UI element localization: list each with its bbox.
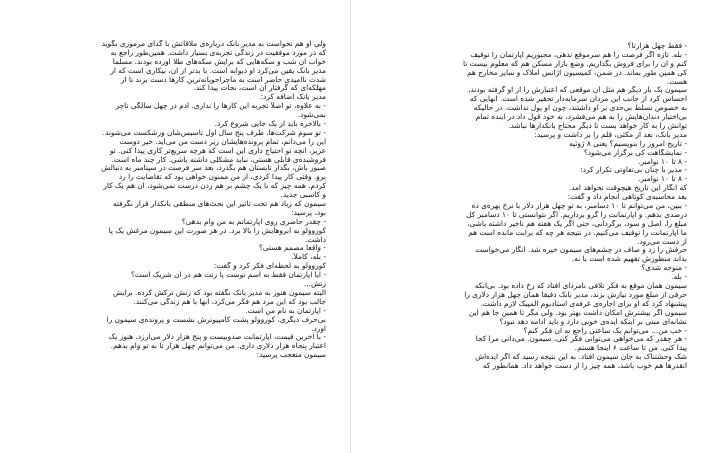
right-page-line: درصدی بدهم. و آپارتمانت را گرو برداریم. اگر نتوانستی تا ۱۰ دسامبر کل xyxy=(466,210,687,219)
right-page-line: کنم و آن را برای فروش بگذاریم. وضع بازار مسکن هم که معلوم نیست تا xyxy=(462,59,687,68)
left-page-line: صبور باش، بگذار تابستان هم بگذرد، بعد سر فرصت در سپتامبر به دنبالش xyxy=(101,164,326,173)
right-page-line: سیمون اگر بیشترش امکان داشت بهتر بود. ولی مگر تا همین جا هم این xyxy=(468,308,687,317)
right-page-line: شک وحشتناک به جان سیمون افتاد. به این نتیجه رسید که اگر ایده‌اش xyxy=(475,353,687,362)
right-page-line: حرفش را زد و صاف در چشم‌های سیمون خیره شد. انگار می‌خواست xyxy=(475,246,687,255)
right-page-line: مبلغ را، اصل و سود، برگردانی، حتی اگر یک هفته هم تأخیر داشته باشی، xyxy=(467,219,687,228)
right-page-line: بی‌اختیار دندان‌هایش را به هم می‌فشرد، به خود قول داد در آینده تمام xyxy=(475,113,687,122)
left-page-line: بود، پرسید: xyxy=(291,208,326,217)
left-page xyxy=(0,0,342,453)
left-page-line: - تو سوم شرکت‌ها، طرف پنج سال اول تأسیس‌شان ورشکست می‌شوند. xyxy=(102,128,326,137)
left-page-line: کردم. همه چیز که با یک چشم بر هم زدن درست نمی‌شود، آن هم یک کار xyxy=(103,182,326,191)
left-page-line: و کاسبی جدید. xyxy=(280,191,326,200)
left-page-line: جالب بود که این مرد هم فکر می‌کرد، آنها با هم زندگی می‌کنند. xyxy=(133,297,326,306)
right-page-line: - فقط چهل هزارتا؟ xyxy=(627,42,687,50)
right-page-line: از دست می‌رود. xyxy=(637,237,687,246)
left-page-line: - بله، کاملاً. xyxy=(291,253,326,262)
right-page-line: - هر چقدر که می‌خواهی می‌توانی فکر کنی، سیمون. می‌دانی مرا کجا xyxy=(475,335,687,344)
left-page-line: ولی او هم نخواست به مدیر بانک درباره‌ی ملاقاتش با گدای مرموزی بگوید xyxy=(101,40,326,48)
right-page-line: سیمون یک بار دیگر هم مثل آن موقعی که اعتبارش را از او گرفته بودند، xyxy=(468,86,687,95)
left-page-line: که در مورد موفقیت در زندگی تجربه‌ی بسیار داشت. همین‌طور راجع به xyxy=(110,48,326,57)
left-page-line: مدیر بانک یقین می‌کرد او دیوانه است. با بدتر از آن، بیکاری است که از xyxy=(110,66,326,75)
right-page-line: - ۸ تا ۱۰ نوامبر. xyxy=(638,175,687,184)
right-page-line: بعد محاسبه‌ی کوتاهی انجام داد و گفت: xyxy=(567,193,687,202)
right-page-line: ما آپارتمانت را توقیف می‌کنیم. در نتیجه هر چه که برایت مانده است هم xyxy=(468,228,687,237)
right-page-line: - بله. تازه اگر فرصت را هم سرموقع ندهی، مجبوریم آپارتمان را توقیف xyxy=(470,50,687,59)
page-gutter xyxy=(350,0,351,453)
right-page xyxy=(359,0,701,453)
right-page-line: پیدا کنی. من تا ساعت ۶ اینجا هستم. xyxy=(574,344,687,353)
left-page-line: - به علاوه، تو اصلاً تجربه این کارها را نداری. آدم در چهل سالگی تاجر xyxy=(115,102,326,111)
right-page-line: که انگار این تاریخ هیچوقت نخواهد آمد. xyxy=(568,184,687,193)
right-page-line: کی همین طور بماند. در ضمن، کمیسیون آژانس املاک و سایر مخارج هم xyxy=(466,68,687,77)
left-page-text xyxy=(24,40,326,360)
right-page-line: - خب من... می‌توانم یک ساعتی راجع به آن فکر کنم؟ xyxy=(523,326,687,335)
right-page-line: - نمایشگاهت کی برگزار می‌شود؟ xyxy=(583,148,687,157)
left-page-line: برو. وقتی کار پیدا کردی، از من ممنون خواهی بود که تقاضایت را رد xyxy=(118,173,326,182)
left-page-line: بی‌حرف دیگری، کوروولو پشت کامپیوترش نشست و پرونده‌ی سیمون را xyxy=(106,315,326,324)
right-page-line: بداند منظورش تفهیم شده است یا نه. xyxy=(571,255,687,264)
left-page-line: - چقدر حاضری روی آپارتمانم به من وام بدهی؟ xyxy=(181,217,326,226)
left-page-line: - واقعاً مصمم هستی؟ xyxy=(258,244,326,253)
left-page-line: کوروولو به لحظه‌ای فکر کرد و گفت: xyxy=(213,262,326,271)
left-page-line: داشت. xyxy=(304,235,326,244)
right-page-text xyxy=(381,42,687,371)
left-page-line: سیمون متعجب پرسید: xyxy=(256,351,326,360)
right-page-line: مدیر بانک، بعد از مکثی، قلم را بر داشت و پرسید: xyxy=(534,130,687,139)
left-page-line: عزیز، آنچه تو احتیاج داری این است که هرچه سریع‌تر کاری پیدا کنی. تو xyxy=(109,146,326,155)
right-page-line: احساس کرد از جانب این مردان سرمایه‌دار تحقیر شده است. آنهایی که xyxy=(469,95,687,104)
right-page-line: توانش را به کار خواهد بست تا دیگر محتاج بانکدارها نباشد. xyxy=(508,122,687,131)
right-page-line: - مدیر با چنان بی‌تفاوتی تکرار کرد: xyxy=(580,166,687,175)
right-page-line: - ۸ تا ۱۰ نوامبر. xyxy=(638,157,687,166)
left-page-line: البته سیمون هنوز به مدیر بانک نگفته بود که زنش ترکش کرده. برایش xyxy=(113,288,326,297)
left-page-line: شدت ناامیدی حاضر است به ماجراجویانه‌ترین کارها دست بزند تا از xyxy=(120,75,326,84)
left-page-line: آورد. xyxy=(311,324,326,333)
right-page-line: - ببین، من می‌توانم تا ۱۰ دسامبر، به تو چهل هزار دلار با نرخ بهره‌ی ده xyxy=(471,202,687,211)
left-page-line: خواب آن شب و سکه‌هایی که برایش سکه‌های طلا آورده بودند. مسلماً xyxy=(112,57,326,66)
left-page-line: این را می‌دانم، تمام پرونده‌هایشان زیر دست من می‌آید. خیر دوست xyxy=(119,137,326,146)
left-page-line: - آیا آپارتمان فقط به اسم توست یا زنت هم در آن شریک است؟ xyxy=(130,271,326,280)
left-page-line: نمی‌شود. xyxy=(297,111,326,120)
left-page-line: فروشنده‌ی قابلی هستی، نباید مشکلی داشته باشی. کار چند ماه است. xyxy=(111,155,326,164)
left-page-line: سیمون که زیاد هم تحت تأثیر این بحث‌های منطقی بانکدار قرار نگرفته xyxy=(112,200,326,209)
right-page-line: حرفی از مبلغ مورد نیازش بزند، مدیر بانک دقیقاً همان چهل هزار دلاری را xyxy=(464,290,687,299)
right-page-line: سیمون همان موقع به فکر تلافی نامردای افتاد که رخ داده بود. بی‌آنکه xyxy=(474,282,687,291)
right-page-line: - بله. xyxy=(671,273,687,282)
right-page-line: - تاریخ امروز را بنویسیم؟ یعنی ۸ ژوئیه xyxy=(569,139,687,148)
left-page-line: مهلکه‌ای که گرفتار آن است، نجات پیدا کند. xyxy=(193,84,326,93)
left-page-line: اعتبار پنجاه هزار دلاری داری. من می‌توانم چهل هزار تا به تو وام بدهم. xyxy=(110,342,326,351)
left-page-line: - بالاخره باید از یک جایی شروع کرد. xyxy=(214,120,326,129)
left-page-line: زنش... xyxy=(303,280,326,289)
right-page-line: به خصوص تسلط بی‌حدی بر او داشتند، چون او پول نداشت. در حالیکه xyxy=(473,104,687,113)
right-page-line: آنقدرها هم خوب باشد، همه چیز را از دست خواهد داد. همانطور که xyxy=(482,362,687,371)
left-page-line: مدیر بانک اضافه کرد: xyxy=(260,93,326,102)
left-page-line: - با آخرین قیمت، آپارتمانت صدوبیست و پنج هزار دلار می‌ارزد. هنوز یک xyxy=(108,333,326,342)
right-page-line: پیشنهاد کرد که او برای اجاره‌ی غرفه‌ی استادیوم المپیک لازم داشت. xyxy=(480,299,687,308)
right-page-line: - متوجه شدی؟ xyxy=(641,264,687,273)
right-page-line: نشانه‌ای مبنی بر اینکه ایده‌ی خوبی دارد و باید ادامه دهد نبود؟ xyxy=(499,317,687,326)
left-page-line: کوروولو به ابروهایش را بالا برد. در هر صورت این سیمون مرغش یک پا xyxy=(108,226,326,235)
left-page-line: - آپارتمان به نام من است. xyxy=(245,306,326,315)
right-page-line: هست. xyxy=(666,77,687,86)
